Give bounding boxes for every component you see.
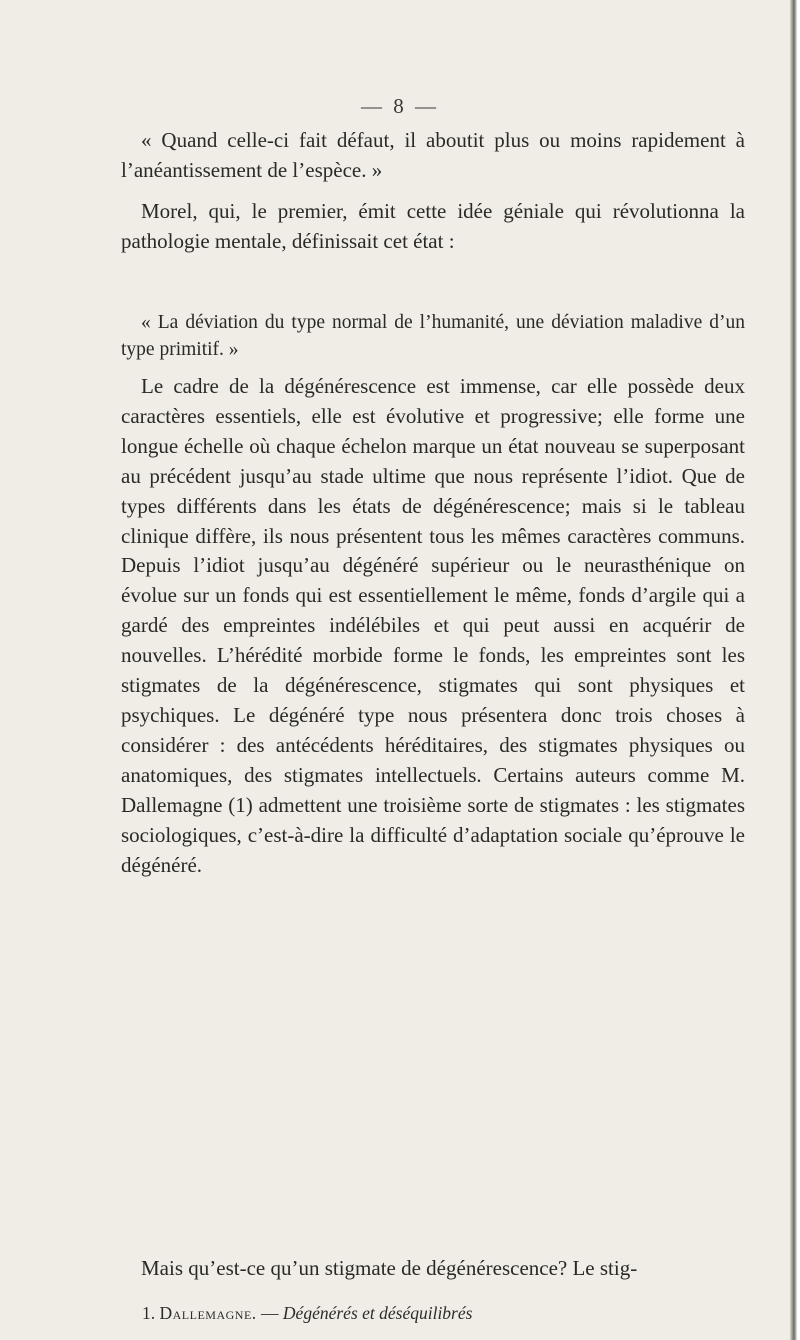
paragraph-quote-extinction: « Quand celle-ci fait défaut, il aboutit plus ou moins rapidement à l’anéantissement de l’espèce. » — [121, 128, 745, 182]
footnote-separator: — — [261, 1303, 279, 1323]
paragraph-degenerescence: Le cadre de la dégénérescence est immense, car elle possède deux caractères essentiels, elle est évolutive et progressive; elle forme une longue échelle où chaque échelon marque un état nouveau se superposant au précédent jusqu’au stade ultime que nous représente l’idiot. Que de types différents dans les états de dégénérescence; mais si le tableau clinique diffère, ils nous présentent tous les mêmes caractères communs. Depuis l’idiot jusqu’au dégénéré supérieur ou le neurasthénique on évolue sur un fonds qui est essentiellement le même, fonds d’argile qui a gardé des empreintes indélébiles et qui peut aussi en acquérir de nouvelles. L’hérédité morbide forme le fonds, les empreintes sont les stigmates de la dégénérescence, stigmates qui sont physiques et psychiques. Le dégénéré type nous présentera donc trois choses à considérer : des antécédents héréditaires, des stigmates physiques ou anatomiques, des stigmates intellectuels. Certains auteurs comme M. Dallemagne (1) admettent une troisième sorte de stigmates : les stigmates sociologiques, c’est-à-dire la difficulté d’adaptation sociale qu’éprouve le dégénéré. — [121, 374, 745, 877]
footnote-title: Dégénérés et déséquilibrés — [282, 1303, 473, 1323]
footnote — [142, 1302, 472, 1324]
footnote-author: Dallemagne. — [159, 1303, 257, 1323]
paragraph-stigmate-question: Mais qu’est-ce qu’un stigmate de dégénérescence? Le stig- — [141, 1256, 638, 1280]
paragraph-morel: Morel, qui, le premier, émit cette idée géniale qui révolutionna la pathologie mentale, définissait cet état : — [121, 199, 745, 253]
paragraph-quote-definition: « La déviation du type normal de l’humanité, une déviation maladive d’un type primitif. » — [121, 312, 745, 360]
footnote-marker: 1. — [142, 1303, 156, 1323]
page-number: — 8 — — [361, 94, 439, 118]
page-edge-shadow — [790, 0, 800, 1340]
